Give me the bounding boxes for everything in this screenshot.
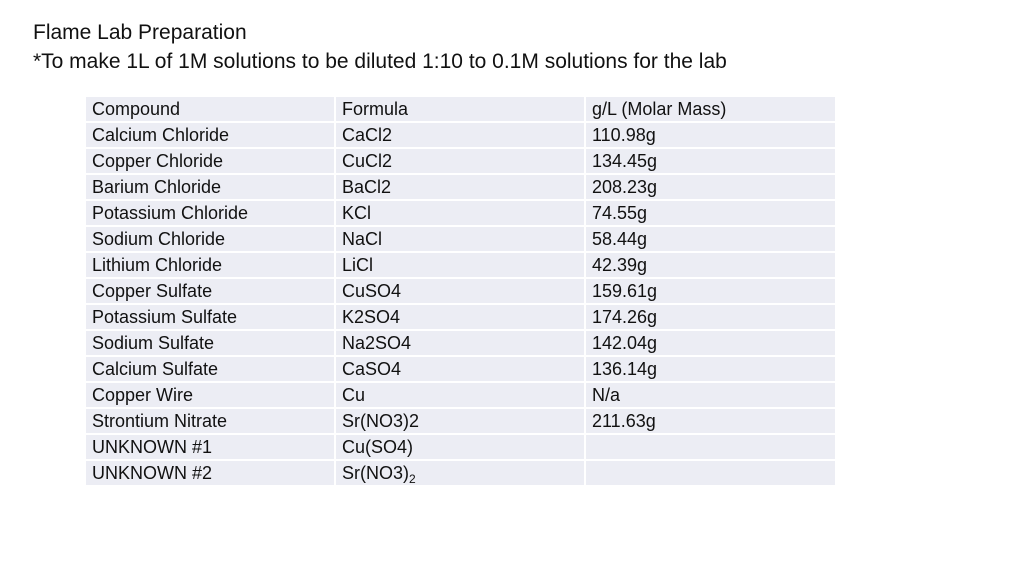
molar-mass-cell: [586, 461, 835, 485]
compound-cell: Potassium Chloride: [86, 201, 336, 225]
molar-mass-cell: 208.23g: [586, 175, 835, 199]
formula-cell: [336, 279, 586, 303]
formula-text: Sr(NO3): [342, 462, 409, 483]
molar-mass-cell: N/a: [586, 383, 835, 407]
formula-cell: [336, 331, 586, 355]
formula-cell: [336, 409, 586, 433]
formula-text: Sr(NO3)2: [342, 410, 420, 431]
molar-mass-cell: 136.14g: [586, 357, 835, 381]
page-title: Flame Lab Preparation: [33, 21, 247, 44]
compound-cell: Calcium Chloride: [86, 123, 336, 147]
table-row: [86, 253, 835, 277]
title-block: [33, 18, 727, 76]
table-row: [86, 461, 835, 485]
table-row: [86, 175, 835, 199]
formula-text: KCl: [342, 202, 372, 223]
formula-text: Na2SO4: [342, 332, 412, 353]
header-compound: Compound: [86, 97, 336, 121]
molar-mass-cell: 110.98g: [586, 123, 835, 147]
molar-mass-cell: 58.44g: [586, 227, 835, 251]
formula-cell: [336, 123, 586, 147]
molar-mass-cell: 42.39g: [586, 253, 835, 277]
formula-cell: [336, 435, 586, 459]
formula-text: Cu: [342, 384, 366, 405]
formula-text: LiCl: [342, 254, 374, 275]
formula-cell: [336, 149, 586, 173]
compound-cell: Lithium Chloride: [86, 253, 336, 277]
formula-cell: [336, 253, 586, 277]
formula-cell: [336, 383, 586, 407]
formula-text: CaSO4: [342, 358, 402, 379]
header-molar-mass: g/L (Molar Mass): [586, 97, 835, 121]
formula-text: CuCl2: [342, 150, 393, 171]
table-row: [86, 357, 835, 381]
formula-text: CuSO4: [342, 280, 402, 301]
formula-cell: [336, 461, 586, 485]
molar-mass-cell: 174.26g: [586, 305, 835, 329]
formula-cell: [336, 227, 586, 251]
compound-cell: Copper Sulfate: [86, 279, 336, 303]
page-subtitle: *To make 1L of 1M solutions to be diluted 1:10 to 0.1M solutions for the lab: [33, 50, 727, 73]
molar-mass-cell: [586, 435, 835, 459]
compound-cell: Copper Chloride: [86, 149, 336, 173]
table-row: [86, 279, 835, 303]
formula-cell: [336, 357, 586, 381]
table-row: [86, 149, 835, 173]
table-body: [86, 123, 835, 485]
molar-mass-cell: 211.63g: [586, 409, 835, 433]
compound-table: [86, 95, 835, 487]
molar-mass-cell: 142.04g: [586, 331, 835, 355]
compound-cell: Sodium Sulfate: [86, 331, 336, 355]
compound-cell: Calcium Sulfate: [86, 357, 336, 381]
formula-text: BaCl2: [342, 176, 392, 197]
table-row: [86, 201, 835, 225]
table-row: [86, 123, 835, 147]
table-row: [86, 305, 835, 329]
formula-text: K2SO4: [342, 306, 401, 327]
molar-mass-cell: 134.45g: [586, 149, 835, 173]
compound-cell: Strontium Nitrate: [86, 409, 336, 433]
compound-cell: UNKNOWN #1: [86, 435, 336, 459]
molar-mass-cell: 159.61g: [586, 279, 835, 303]
table-row: [86, 331, 835, 355]
compound-cell: Sodium Chloride: [86, 227, 336, 251]
table-row: [86, 383, 835, 407]
header-formula: Formula: [336, 97, 586, 121]
formula-cell: [336, 175, 586, 199]
formula-text: Cu(SO4): [342, 436, 414, 457]
molar-mass-cell: 74.55g: [586, 201, 835, 225]
formula-text: NaCl: [342, 228, 383, 249]
formula-subscript: 2: [409, 471, 416, 486]
table-row: [86, 409, 835, 433]
compound-cell: UNKNOWN #2: [86, 461, 336, 485]
table-row: [86, 227, 835, 251]
compound-cell: Potassium Sulfate: [86, 305, 336, 329]
table-header-row: [86, 97, 835, 121]
table-row: [86, 435, 835, 459]
formula-text: CaCl2: [342, 124, 393, 145]
compound-cell: Copper Wire: [86, 383, 336, 407]
formula-cell: [336, 201, 586, 225]
formula-cell: [336, 305, 586, 329]
compound-cell: Barium Chloride: [86, 175, 336, 199]
